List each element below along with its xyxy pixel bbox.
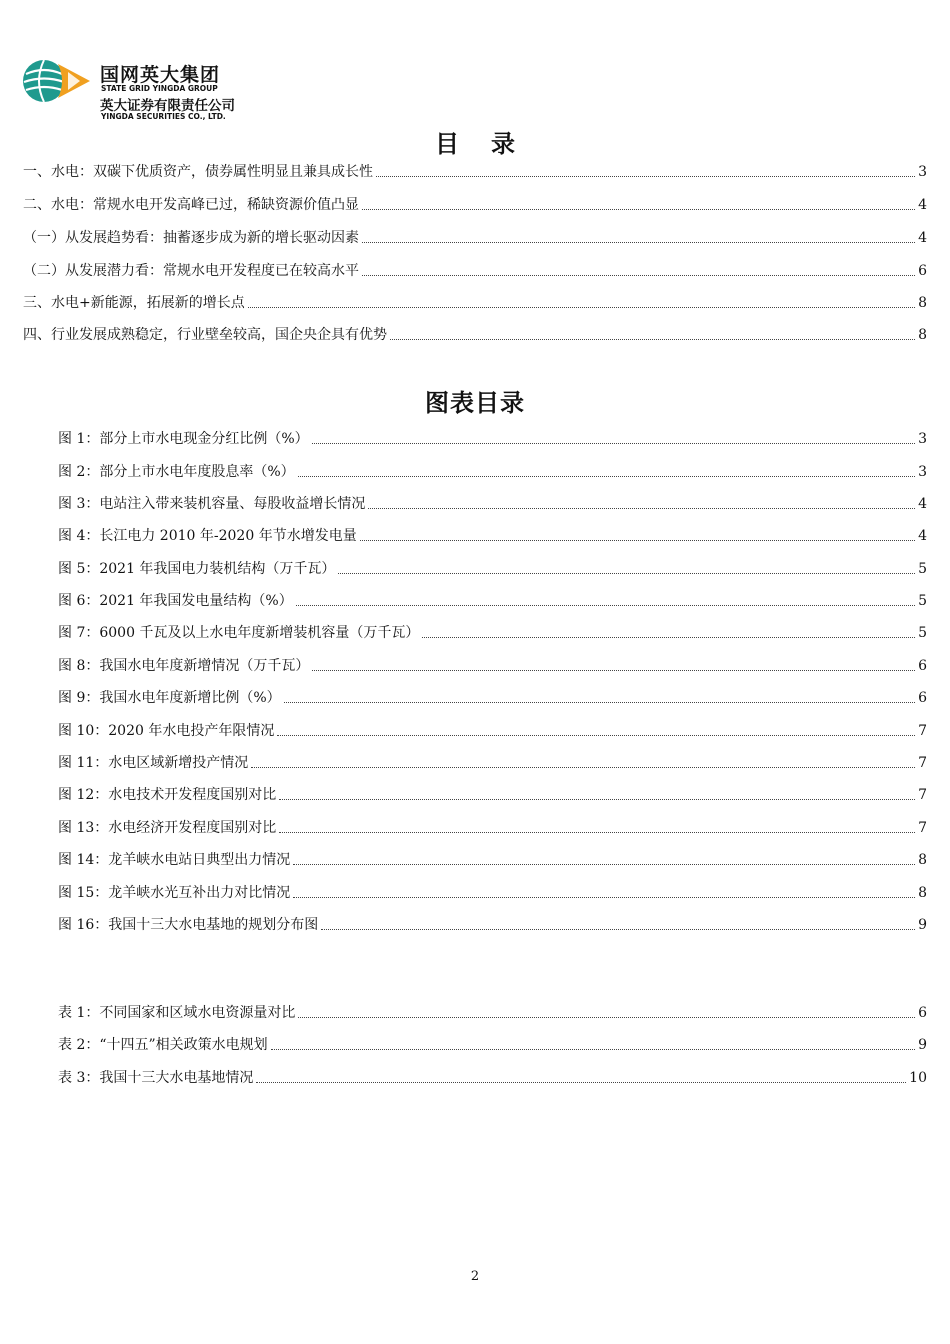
company-name-en: STATE GRID YINGDA GROUP: [101, 84, 218, 93]
table-entry-page: 9: [918, 1037, 927, 1053]
leader-dots: [251, 766, 915, 768]
company-logo: [22, 56, 262, 126]
figure-entry-text: 图 10：2020 年水电投产年限情况: [58, 723, 275, 739]
toc-entry[interactable]: [23, 262, 927, 280]
figures-toc-title: 图表目录: [425, 389, 525, 417]
company-name-cn: 国网英大集团: [100, 64, 221, 86]
toc-entry-text: （二）从发展潜力看：常规水电开发程度已在较高水平: [23, 263, 359, 279]
figure-entry-text: 图 15：龙羊峡水光互补出力对比情况: [58, 885, 291, 901]
subsidiary-name-en: YINGDA SECURITIES CO., LTD.: [101, 112, 226, 121]
leader-dots: [362, 241, 915, 243]
figure-entry[interactable]: [58, 592, 927, 610]
leader-dots: [422, 636, 915, 638]
toc-entry[interactable]: [23, 163, 927, 181]
toc-entry[interactable]: [23, 294, 927, 312]
leader-dots: [368, 507, 915, 509]
figure-entry[interactable]: [58, 560, 927, 578]
page-number: 2: [470, 1269, 480, 1284]
leader-dots: [277, 734, 915, 736]
toc-entry-page: 8: [918, 327, 927, 343]
figure-entry-text: 图 7：6000 千瓦及以上水电年度新增装机容量（万千瓦）: [58, 625, 420, 641]
leader-dots: [298, 475, 915, 477]
leader-dots: [312, 669, 915, 671]
table-entry[interactable]: [58, 1069, 927, 1087]
figure-entry-text: 图 5：2021 年我国电力装机结构（万千瓦）: [58, 561, 336, 577]
leader-dots: [321, 928, 915, 930]
figure-entry-text: 图 16：我国十三大水电基地的规划分布图: [58, 917, 319, 933]
leader-dots: [279, 798, 915, 800]
yingda-globe-logo-icon: [22, 58, 92, 104]
leader-dots: [338, 572, 915, 574]
table-entry[interactable]: [58, 1036, 927, 1054]
toc-entry-page: 4: [918, 230, 927, 246]
figure-entry-page: 6: [918, 658, 927, 674]
figure-entry-page: 5: [918, 593, 927, 609]
toc-entry-text: 二、水电：常规水电开发高峰已过，稀缺资源价值凸显: [23, 197, 359, 213]
figure-entry-page: 3: [918, 431, 927, 447]
figure-entry-page: 8: [918, 885, 927, 901]
toc-entry-page: 3: [918, 164, 927, 180]
toc-entry-page: 4: [918, 197, 927, 213]
figure-entry-page: 5: [918, 561, 927, 577]
figure-entry-page: 7: [918, 755, 927, 771]
figure-entry[interactable]: [58, 657, 927, 675]
figure-entry[interactable]: [58, 819, 927, 837]
figure-entry-text: 图 2：部分上市水电年度股息率（%）: [58, 464, 295, 480]
toc-entry[interactable]: [23, 229, 927, 247]
toc-entry-text: 四、行业发展成熟稳定，行业壁垒较高，国企央企具有优势: [23, 327, 387, 343]
leader-dots: [248, 306, 915, 308]
figure-entry[interactable]: [58, 624, 927, 642]
figure-entry[interactable]: [58, 884, 927, 902]
leader-dots: [256, 1081, 906, 1083]
figure-entry-text: 图 13：水电经济开发程度国别对比: [58, 820, 277, 836]
toc-entry-page: 8: [918, 295, 927, 311]
figure-entry-text: 图 8：我国水电年度新增情况（万千瓦）: [58, 658, 310, 674]
figure-entry[interactable]: [58, 722, 927, 740]
toc-title: 目录: [435, 130, 547, 158]
figure-entry[interactable]: [58, 689, 927, 707]
leader-dots: [360, 539, 915, 541]
toc-entry-text: （一）从发展趋势看：抽蓄逐步成为新的增长驱动因素: [23, 230, 359, 246]
leader-dots: [376, 175, 915, 177]
leader-dots: [362, 274, 915, 276]
figure-entry-page: 7: [918, 820, 927, 836]
leader-dots: [390, 338, 915, 340]
leader-dots: [279, 831, 915, 833]
table-entry-text: 表 2：“十四五”相关政策水电规划: [58, 1037, 268, 1053]
leader-dots: [293, 863, 915, 865]
figure-entry-page: 7: [918, 787, 927, 803]
figure-entry-text: 图 3：电站注入带来装机容量、每股收益增长情况: [58, 496, 366, 512]
toc-entry-text: 三、水电+新能源，拓展新的增长点: [23, 295, 245, 311]
toc-entry[interactable]: [23, 326, 927, 344]
table-entry-text: 表 3：我国十三大水电基地情况: [58, 1070, 254, 1086]
toc-entry-page: 6: [918, 263, 927, 279]
leader-dots: [271, 1048, 915, 1050]
toc-entry[interactable]: [23, 196, 927, 214]
figure-entry[interactable]: [58, 527, 927, 545]
leader-dots: [312, 442, 915, 444]
figure-entry-text: 图 6：2021 年我国发电量结构（%）: [58, 593, 293, 609]
figure-entry[interactable]: [58, 916, 927, 934]
table-entry-page: 6: [918, 1005, 927, 1021]
figure-entry-page: 6: [918, 690, 927, 706]
leader-dots: [362, 208, 915, 210]
leader-dots: [284, 701, 915, 703]
leader-dots: [296, 604, 915, 606]
figure-entry-text: 图 4：长江电力 2010 年-2020 年节水增发电量: [58, 528, 357, 544]
figure-entry[interactable]: [58, 430, 927, 448]
figure-entry[interactable]: [58, 495, 927, 513]
figure-entry-text: 图 1：部分上市水电现金分红比例（%）: [58, 431, 309, 447]
table-entry-text: 表 1：不同国家和区域水电资源量对比: [58, 1005, 296, 1021]
figure-entry-page: 5: [918, 625, 927, 641]
figure-entry[interactable]: [58, 754, 927, 772]
subsidiary-name-cn: 英大证券有限责任公司: [100, 98, 235, 114]
figure-entry-page: 4: [918, 496, 927, 512]
leader-dots: [293, 896, 915, 898]
figure-entry[interactable]: [58, 851, 927, 869]
figure-entry[interactable]: [58, 463, 927, 481]
figure-entry-page: 9: [918, 917, 927, 933]
leader-dots: [298, 1016, 915, 1018]
table-entry-page: 10: [909, 1070, 927, 1086]
figure-entry-page: 7: [918, 723, 927, 739]
toc-entry-text: 一、水电：双碳下优质资产，债券属性明显且兼具成长性: [23, 164, 373, 180]
figure-entry-text: 图 11：水电区域新增投产情况: [58, 755, 249, 771]
figure-entry-text: 图 9：我国水电年度新增比例（%）: [58, 690, 281, 706]
figure-entry-text: 图 12：水电技术开发程度国别对比: [58, 787, 277, 803]
figure-entry[interactable]: [58, 786, 927, 804]
figure-entry-page: 3: [918, 464, 927, 480]
figure-entry-text: 图 14：龙羊峡水电站日典型出力情况: [58, 852, 291, 868]
figure-entry-page: 8: [918, 852, 927, 868]
table-entry[interactable]: [58, 1004, 927, 1022]
figure-entry-page: 4: [918, 528, 927, 544]
